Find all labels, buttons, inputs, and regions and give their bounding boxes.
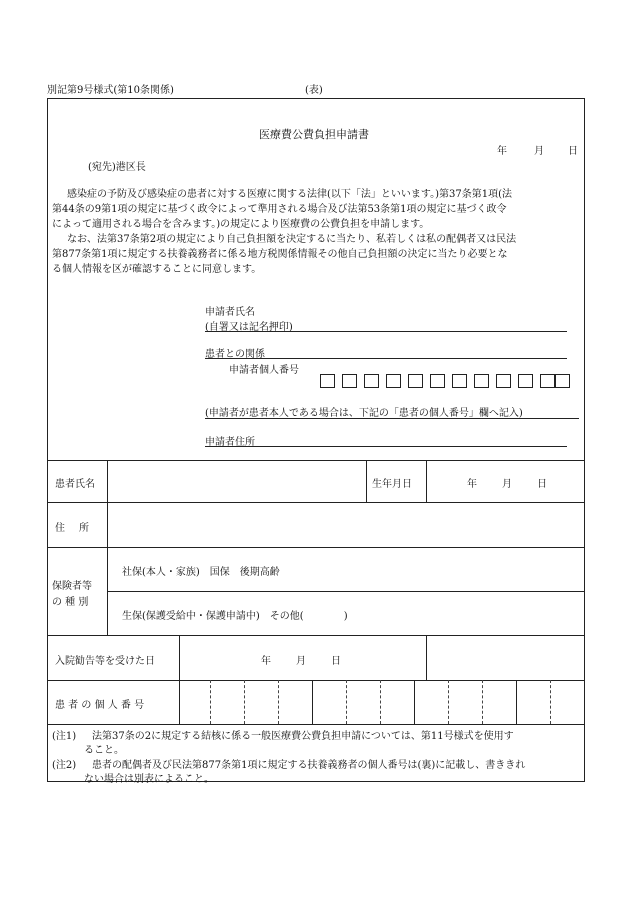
patient-address-field[interactable] xyxy=(112,505,580,544)
birth-year-label: 年 xyxy=(467,479,477,490)
body-paragraph-1-line-3: によって適用される場合を含みます。)の規定により医療費の公費負担を申請します。 xyxy=(52,219,430,230)
applicant-number-note: (申請者が患者本人である場合は、下記の「患者の個人番号」欄へ記入) xyxy=(205,408,523,419)
date-day-label: 日 xyxy=(568,146,578,157)
form-number: 別記第9号様式(第10条関係) xyxy=(47,85,174,96)
body-paragraph-2-line-2: 第877条第1項に規定する扶養義務者に係る地方税関係情報その他自己負担額の決定に当たり必要とな xyxy=(52,249,508,260)
form-title: 医療費公費負担申請書 xyxy=(259,128,369,141)
patient-address-label: 住 所 xyxy=(55,523,91,534)
birth-label-right-rule xyxy=(426,460,427,502)
note-2-line-2: ない場合は別表によること。 xyxy=(84,774,214,785)
note-1-line-1: 法第37条の2に規定する結核に係る一般医療費公費負担申請については、第11号様式を使用す xyxy=(92,731,514,742)
hospital-day-label: 日 xyxy=(331,656,341,667)
applicant-name-field[interactable] xyxy=(205,331,567,332)
insurer-label-line-2: の 種 別 xyxy=(52,597,89,608)
addressee: (宛先)港区長 xyxy=(88,162,146,173)
note-2-mark: (注2) xyxy=(52,760,77,771)
date-month-label: 月 xyxy=(534,146,544,157)
birth-date-label: 生年月日 xyxy=(372,479,412,490)
body-paragraph-1-line-1: 感染症の予防及び感染症の患者に対する医療に関する法律(以下「法」といいます。)第37条第1項(法 xyxy=(67,189,512,200)
birth-label-left-rule xyxy=(366,460,367,502)
body-paragraph-1-line-2: 第44条の9第1項の規定に基づく政令によって準用される場合及び法第53条第1項の規定に基づく政令 xyxy=(52,204,507,215)
row-rule-1 xyxy=(47,502,585,503)
applicant-number-label: 申請者個人番号 xyxy=(229,365,299,376)
note-2-line-1: 患者の配偶者及び民法第877条第1項に規定する扶養義務者の個人番号は(裏)に記載し、書ききれ xyxy=(92,760,526,771)
applicant-address-field[interactable] xyxy=(205,446,567,447)
patient-number-label: 患 者 の 個 人 番 号 xyxy=(55,700,145,711)
row-rule-4 xyxy=(47,680,585,681)
row-rule-3 xyxy=(47,635,585,636)
relation-field[interactable] xyxy=(205,358,567,359)
body-paragraph-2-line-1: なお、法第37条第2項の規定により自己負担額を決定するに当たり、私若しくは私の配偶者又は民法 xyxy=(67,234,517,245)
birth-month-label: 月 xyxy=(502,479,512,490)
signature-note: (自署又は記名押印) xyxy=(205,322,293,333)
insurer-label-line-1: 保険者等 xyxy=(52,581,92,592)
hospitalization-date-label: 入院勧告等を受けた日 xyxy=(55,656,155,667)
number-note-underline xyxy=(205,418,579,419)
hospital-month-label: 月 xyxy=(296,656,306,667)
applicant-name-label: 申請者氏名 xyxy=(205,307,255,318)
relation-label: 患者との関係 xyxy=(205,349,265,360)
patient-name-field[interactable] xyxy=(112,462,362,500)
hospital-year-label: 年 xyxy=(261,656,271,667)
hospital-label-rule xyxy=(179,635,180,680)
form-side-label: (表) xyxy=(305,85,323,96)
insurer-split-rule xyxy=(107,591,585,592)
label-column-rule xyxy=(107,460,108,635)
insurer-options-2[interactable]: 生保(保護受給中・保護申請中) その他( ) xyxy=(122,611,348,622)
note-1-mark: (注1) xyxy=(52,731,77,742)
patient-name-label: 患者氏名 xyxy=(55,479,95,490)
birth-day-label: 日 xyxy=(537,479,547,490)
insurer-options-1[interactable]: 社保(本人・家族) 国保 後期高齢 xyxy=(122,567,280,578)
note-1-line-2: ること。 xyxy=(84,745,124,756)
table-top-rule xyxy=(47,460,585,461)
date-year-label: 年 xyxy=(497,146,507,157)
hospital-right-rule xyxy=(426,635,427,680)
row-rule-2 xyxy=(47,547,585,548)
number-label-rule xyxy=(179,680,180,724)
applicant-address-label: 申請者住所 xyxy=(205,437,255,448)
table-bottom-rule xyxy=(47,724,585,725)
body-paragraph-2-line-3: る個人情報を区が確認することに同意します。 xyxy=(52,264,262,275)
